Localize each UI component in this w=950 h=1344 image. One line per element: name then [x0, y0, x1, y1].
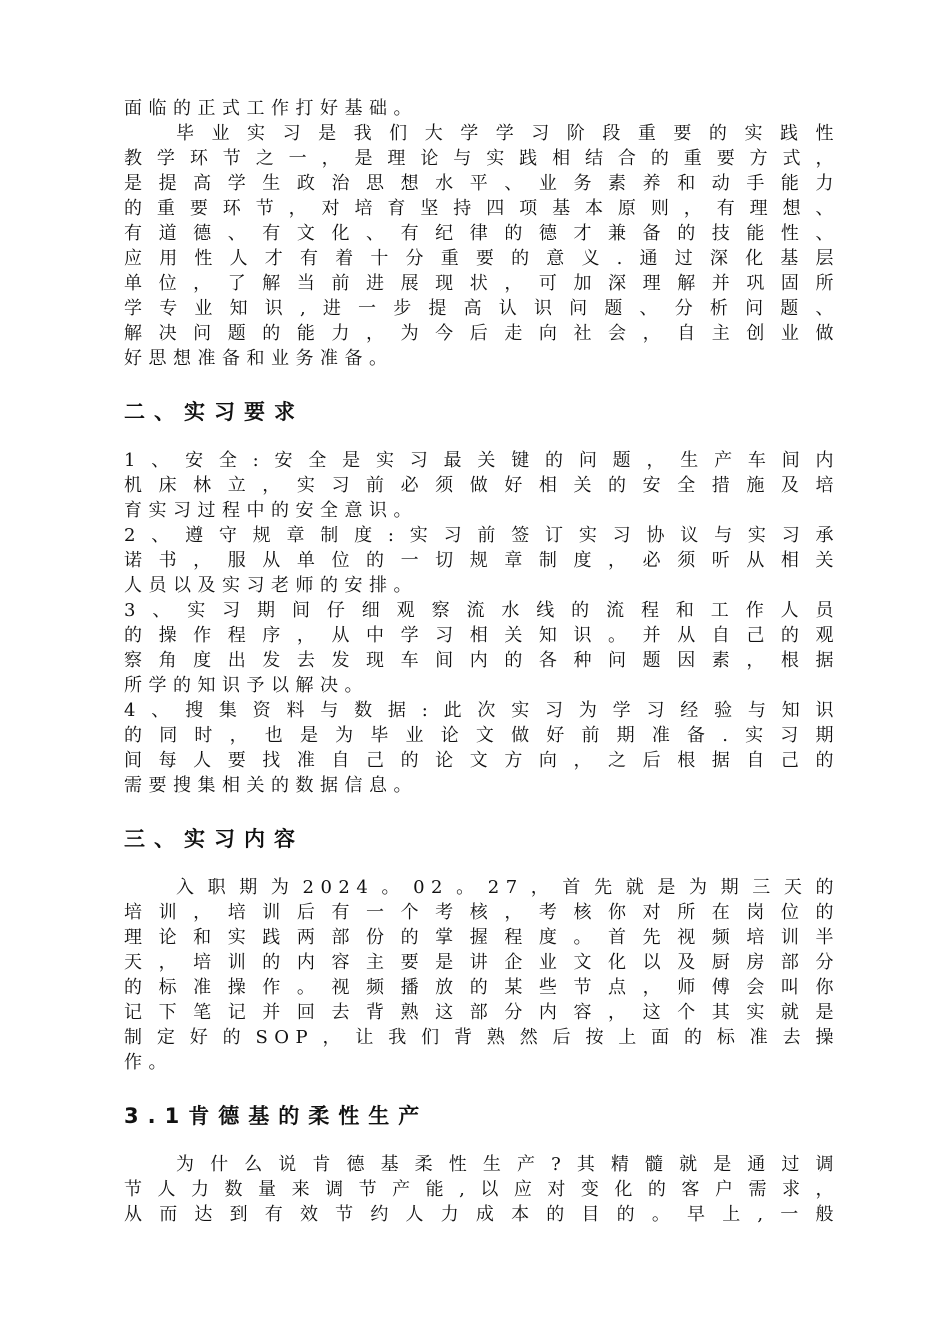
flex-line-2: 节人力数量来调节产能,以应对变化的客户需求， [124, 1179, 840, 1200]
purpose-line-8: 学专业知识,进一步提高认识问题、分析问题、 [124, 298, 840, 319]
content-line-6: 记下笔记并回去背熟这部分内容，这个其实就是 [124, 1002, 840, 1023]
req-item-3-line-2: 的操作程序，从中学习相关知识。并从自己的观 [124, 625, 840, 646]
content-line-1: 入职期为2024。02。27，首先就是为期三天的 [176, 877, 840, 898]
purpose-line-7: 单位，了解当前进展现状，可加深理解并巩固所 [124, 273, 840, 294]
req-item-4-line-2: 的同时，也是为毕业论文做好前期准备.实习期 [124, 725, 840, 746]
purpose-line-10: 好思想准备和业务准备。 [124, 348, 394, 369]
content-line-4: 天，培训的内容主要是讲企业文化以及厨房部分 [124, 952, 840, 973]
req-item-2-line-1: 2、遵守规章制度:实习前签订实习协议与实习承 [124, 525, 840, 546]
req-item-1-line-2: 机床林立，实习前必须做好相关的安全措施及培 [124, 475, 840, 496]
content-line-3: 理论和实践两部份的掌握程度。首先视频培训半 [124, 927, 840, 948]
purpose-line-2: 教学环节之一，是理论与实践相结合的重要方式， [124, 148, 840, 169]
content-line-8: 作。 [124, 1052, 173, 1073]
content-line-5: 的标准操作。视频播放的某些节点，师傅会叫你 [124, 977, 840, 998]
purpose-line-9: 解决问题的能力，为今后走向社会，自主创业做 [124, 323, 840, 344]
req-item-3-line-3: 察角度出发去发现车间内的各种问题因素，根据 [124, 650, 840, 671]
purpose-line-1: 毕业实习是我们大学学习阶段重要的实践性 [176, 123, 840, 144]
document-page [124, 96, 840, 1227]
req-item-3-line-4: 所学的知识予以解决。 [124, 675, 369, 696]
req-item-1-line-1: 1、安全:安全是实习最关键的问题，生产车间内 [124, 450, 840, 471]
purpose-line-6: 应用性人才有着十分重要的意义.通过深化基层 [124, 248, 840, 269]
req-item-3-line-1: 3、实习期间仔细观察流水线的流程和工作人员 [124, 600, 840, 621]
section-3-heading: 三、实习内容 [124, 827, 304, 851]
section-3-1-heading: 3.1肯德基的柔性生产 [124, 1104, 429, 1128]
req-item-4-line-3: 间每人要找准自己的论文方向，之后根据自己的 [124, 750, 840, 771]
req-item-4-line-4: 需要搜集相关的数据信息。 [124, 775, 418, 796]
req-item-4-line-1: 4、搜集资料与数据:此次实习为学习经验与知识 [124, 700, 840, 721]
intro-line-1: 面临的正式工作打好基础。 [124, 98, 418, 119]
req-item-2-line-3: 人员以及实习老师的安排。 [124, 575, 418, 596]
req-item-2-line-2: 诺书，服从单位的一切规章制度，必须听从相关 [124, 550, 840, 571]
req-item-1-line-3: 育实习过程中的安全意识。 [124, 500, 418, 521]
purpose-line-3: 是提高学生政治思想水平、业务素养和动手能力 [124, 173, 840, 194]
purpose-line-4: 的重要环节，对培育坚持四项基本原则，有理想、 [124, 198, 840, 219]
flex-line-3: 从而达到有效节约人力成本的目的。早上,一般 [124, 1204, 840, 1225]
content-line-2: 培训，培训后有一个考核，考核你对所在岗位的 [124, 902, 840, 923]
content-line-7: 制定好的SOP，让我们背熟然后按上面的标准去操 [124, 1027, 840, 1048]
purpose-line-5: 有道德、有文化、有纪律的德才兼备的技能性、 [124, 223, 840, 244]
flex-line-1: 为什么说肯德基柔性生产?其精髓就是通过调 [176, 1154, 840, 1175]
section-2-heading: 二、实习要求 [124, 400, 304, 424]
